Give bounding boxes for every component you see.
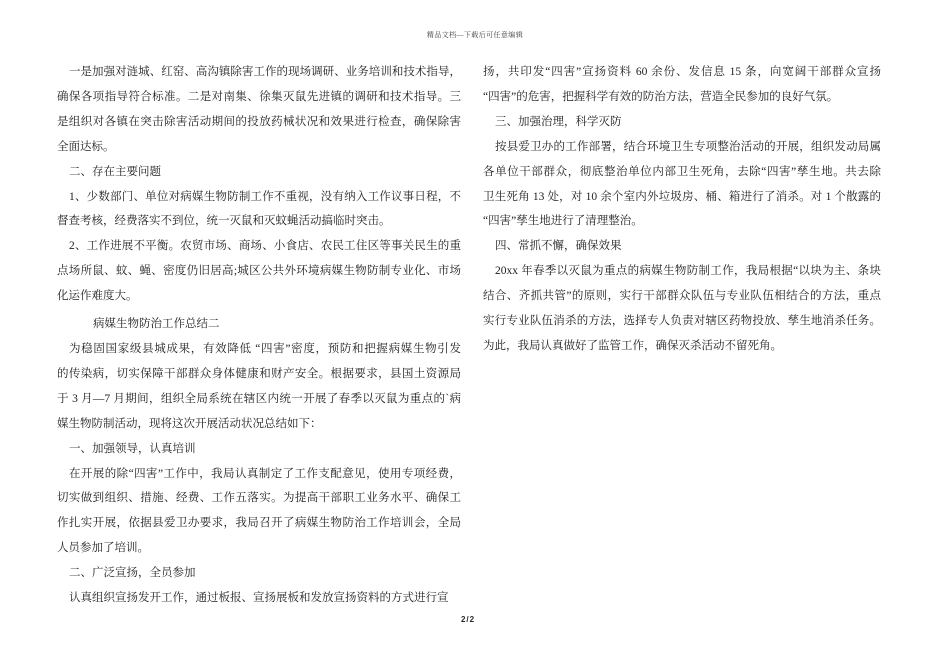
paragraph — [483, 259, 881, 359]
paragraph — [483, 60, 881, 110]
text-line: 一、加强领导，认真培训 — [69, 442, 196, 455]
text-line: “四害”孳生地进行了清理整治。 — [483, 215, 643, 228]
text-line: 于 3 月—7 月期间，组织全局系统在辖区内统一开展了春季以灭鼠为重点的`病 — [57, 392, 461, 405]
text-line: 人员参加了培训。 — [57, 542, 149, 555]
text-line: 媒生物防制活动，现将这次开展活动状况总结如下： — [57, 417, 322, 430]
text-line: 的传染病，切实保障干部群众身体健康和财产安全。根据要求，县国土资源局 — [57, 367, 461, 380]
text-line: 二、存在主要问题 — [69, 165, 161, 178]
text-line: 2、工作进展不平衡。农贸市场、商场、小食店、农民工住区等事关民生的重 — [69, 240, 461, 253]
left-column — [57, 60, 461, 611]
paragraph — [483, 135, 881, 235]
paragraph — [57, 60, 461, 160]
paragraph — [57, 234, 461, 309]
text-line: 为稳固国家级县城成果，有效降低 “四害”密度，预防和把握病媒生物引发 — [69, 342, 461, 355]
paragraph — [483, 110, 881, 135]
text-line: 化运作难度大。 — [57, 290, 138, 303]
text-line: 是组织对各镇在突击除害活动期间的投放药械状况和效果进行检查，确保除害 — [57, 115, 461, 128]
text-line: 确保各项指导符合标准。二是对南集、徐集灭鼠先进镇的调研和技术指导。三 — [57, 90, 461, 103]
text-line: 各单位干部群众，彻底整治单位内部卫生死角，去除“四害”孳生地。共去除 — [483, 165, 881, 178]
text-line: 为此，我局认真做好了监管工作，确保灭杀活动不留死角。 — [483, 339, 782, 352]
right-column — [483, 60, 881, 359]
text-line: 实行专业队伍消杀的方法，选择专人负责对辖区药物投放、孳生地消杀任务。 — [483, 315, 881, 328]
text-line: 作扎实开展，依据县爱卫办要求，我局召开了病媒生物防治工作培训会，全局 — [57, 517, 461, 530]
paragraph — [57, 586, 461, 611]
paragraph — [483, 234, 881, 259]
text-line: 全面达标。 — [57, 140, 115, 153]
text-line: 病媒生物防治工作总结二 — [93, 318, 220, 331]
text-line: 四、常抓不懈，确保效果 — [495, 240, 622, 253]
paragraph — [57, 160, 461, 185]
text-line: 按县爱卫办的工作部署，结合环境卫生专项整治活动的开展，组织发动局属 — [495, 140, 881, 153]
text-line: 20xx 年春季以灭鼠为重点的病媒生物防制工作，我局根据“以块为主、条块 — [495, 265, 881, 278]
paragraph — [57, 462, 461, 562]
text-line: 1、少数部门、单位对病媒生物防制工作不重视，没有纳入工作议事日程，不 — [69, 190, 461, 203]
text-line: 二、广泛宣扬，全员参加 — [69, 567, 196, 580]
watermark-header: 精品文档—下载后可任意编辑 — [426, 31, 524, 39]
page-number: 2/2 — [460, 615, 476, 624]
paragraph — [57, 185, 461, 235]
text-line: 卫生死角 13 处，对 10 余个室内外垃圾房、桶、箱进行了消杀。对 1 个散露的 — [483, 190, 881, 203]
text-line: 结合、齐抓共管”的原则，实行干部群众队伍与专业队伍相结合的方法，重点 — [483, 290, 881, 303]
paragraph — [57, 337, 461, 437]
text-line: 认真组织宣扬发开工作，通过板报、宣扬展板和发放宣扬资料的方式进行宣 — [69, 592, 449, 605]
text-line: “四害”的危害，把握科学有效的防治方法，营造全民参加的良好气氛。 — [483, 90, 839, 103]
text-line: 点场所鼠、蚊、蝇、密度仍旧居高;城区公共外环境病媒生物防制专业化、市场 — [57, 265, 461, 278]
document-title — [57, 312, 461, 337]
paragraph — [57, 437, 461, 462]
text-line: 切实做到组织、措施、经费、工作五落实。为提高干部职工业务水平、确保工 — [57, 492, 461, 505]
text-line: 督查考核，经费落实不到位，统一灭鼠和灭蚊蝇活动搞临时突击。 — [57, 215, 391, 228]
text-line: 在开展的除“四害”工作中，我局认真制定了工作支配意见，使用专项经费， — [69, 467, 461, 480]
paragraph — [57, 561, 461, 586]
text-line: 一是加强对涟城、红窑、高沟镇除害工作的现场调研、业务培训和技术指导， — [69, 66, 461, 78]
text-line: 三、加强治理，科学灭防 — [495, 115, 622, 128]
text-line: 扬，共印发“四害”宣扬资料 60 余份、发信息 15 条，向宽阔干部群众宣扬 — [483, 66, 881, 78]
